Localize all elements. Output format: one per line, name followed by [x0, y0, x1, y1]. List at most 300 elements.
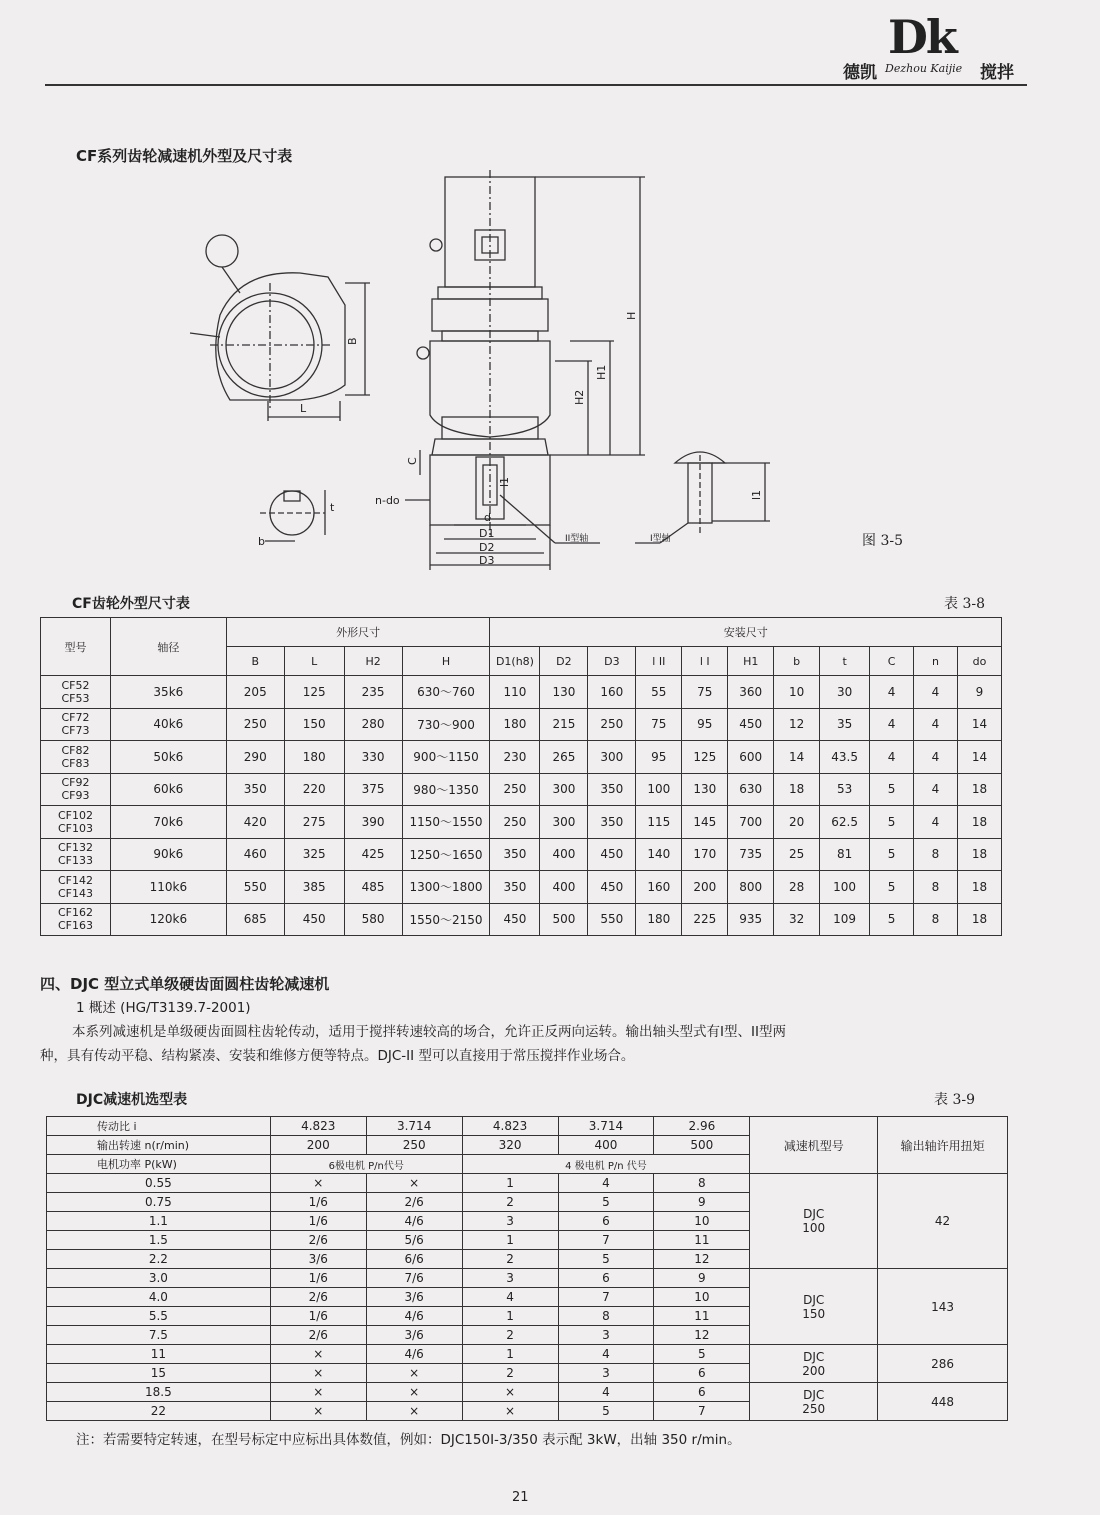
ratio-cell: 4.823 — [462, 1117, 558, 1136]
code-cell: 1/6 — [270, 1307, 366, 1326]
dimension-cell: 735 — [728, 838, 774, 871]
shaft-cell: 110k6 — [110, 871, 226, 904]
dim-label-B: B — [346, 337, 359, 345]
model-series: DJC — [803, 1387, 825, 1402]
dimension-cell: 5 — [870, 903, 914, 936]
code-cell: 4/6 — [366, 1345, 462, 1364]
dimension-cell: 300 — [588, 741, 636, 774]
model-cell — [41, 708, 111, 741]
code-cell: 10 — [654, 1212, 750, 1231]
dimension-cell: 685 — [226, 903, 284, 936]
djc-paragraph-line-1: 本系列减速机是单级硬齿面圆柱齿轮传动，适用于搅拌转速较高的场合，允许正反两向运转。输出轴头型式有I型、II型两 — [72, 1024, 786, 1040]
col-L: L — [284, 647, 344, 676]
table-row — [41, 838, 1002, 871]
dimension-cell: 140 — [636, 838, 682, 871]
dimension-cell: 400 — [540, 838, 588, 871]
dimension-cell: 375 — [344, 773, 402, 806]
col-D3: D3 — [588, 647, 636, 676]
dimension-cell: 115 — [636, 806, 682, 839]
dimension-cell: 32 — [774, 903, 820, 936]
dimension-cell: 250 — [226, 708, 284, 741]
dimension-cell: 800 — [728, 871, 774, 904]
row-ratio-label: 传动比 i — [47, 1117, 271, 1136]
dimension-cell: 420 — [226, 806, 284, 839]
dim-label-l-key: l1 — [750, 489, 763, 500]
col-H1: H1 — [728, 647, 774, 676]
torque-cell: 42 — [878, 1174, 1008, 1269]
code-cell: × — [366, 1383, 462, 1402]
shaft-II-label: II型轴 — [565, 534, 589, 544]
dimension-cell: 5 — [870, 838, 914, 871]
dimension-cell: 550 — [588, 903, 636, 936]
dimension-cell: 4 — [914, 806, 958, 839]
dimension-cell: 235 — [344, 676, 402, 709]
dimension-cell: 400 — [540, 871, 588, 904]
table-row — [41, 773, 1002, 806]
reducer-model-cell — [750, 1269, 878, 1345]
code-cell: 1 — [462, 1174, 558, 1193]
code-cell: 3 — [462, 1212, 558, 1231]
power-cell: 3.0 — [47, 1269, 271, 1288]
speed-cell: 200 — [270, 1136, 366, 1155]
power-cell: 4.0 — [47, 1288, 271, 1307]
dimension-cell: 300 — [540, 806, 588, 839]
dim-label-H1: H1 — [595, 364, 608, 380]
model-cell — [41, 741, 111, 774]
dimension-cell: 5 — [870, 806, 914, 839]
code-cell: × — [366, 1402, 462, 1421]
shaft-cell: 40k6 — [110, 708, 226, 741]
model-series: DJC — [803, 1207, 825, 1221]
table-row — [47, 1345, 1008, 1364]
dimension-cell: 4 — [870, 708, 914, 741]
cf-dimension-table — [40, 617, 1002, 936]
dimension-cell: 75 — [682, 676, 728, 709]
code-cell: × — [462, 1402, 558, 1421]
dimension-cell: 980～1350 — [402, 773, 490, 806]
code-cell: 5/6 — [366, 1231, 462, 1250]
dimension-cell: 130 — [682, 773, 728, 806]
dimension-cell: 18 — [957, 838, 1001, 871]
code-cell: × — [270, 1345, 366, 1364]
code-cell: 7 — [654, 1402, 750, 1421]
head-model: 型号 — [41, 618, 111, 676]
code-cell: 3 — [558, 1326, 654, 1345]
dimension-cell: 4 — [870, 676, 914, 709]
head-output-torque: 输出轴许用扭矩 — [878, 1117, 1008, 1174]
code-cell: 9 — [654, 1269, 750, 1288]
head-reducer-model: 减速机型号 — [750, 1117, 878, 1174]
power-cell: 15 — [47, 1364, 271, 1383]
brand-name-english: Dezhou Kaijie — [885, 62, 963, 75]
dimension-cell: 220 — [284, 773, 344, 806]
code-cell: 2 — [462, 1193, 558, 1212]
dimension-cell: 630 — [728, 773, 774, 806]
dimension-cell: 35 — [820, 708, 870, 741]
dimension-cell: 180 — [284, 741, 344, 774]
dimension-cell: 225 — [682, 903, 728, 936]
dimension-cell: 730～900 — [402, 708, 490, 741]
dimension-cell: 250 — [588, 708, 636, 741]
code-cell: 7/6 — [366, 1269, 462, 1288]
table-row — [41, 708, 1002, 741]
dimension-cell: 450 — [728, 708, 774, 741]
model-series: DJC — [803, 1292, 825, 1307]
code-cell: 12 — [654, 1250, 750, 1269]
dimension-cell: 9 — [957, 676, 1001, 709]
code-cell: 1/6 — [270, 1193, 366, 1212]
code-cell: 6 — [558, 1269, 654, 1288]
torque-cell: 143 — [878, 1269, 1008, 1345]
table-row — [41, 806, 1002, 839]
dimension-cell: 390 — [344, 806, 402, 839]
dimension-cell: 100 — [636, 773, 682, 806]
model-code: CF72 — [61, 711, 90, 725]
shaft-cell: 60k6 — [110, 773, 226, 806]
dimension-cell: 200 — [682, 871, 728, 904]
dimension-cell: 180 — [636, 903, 682, 936]
dimension-cell: 170 — [682, 838, 728, 871]
dimension-cell: 350 — [588, 773, 636, 806]
dimension-cell: 20 — [774, 806, 820, 839]
model-code: CF142 — [57, 873, 93, 887]
dimension-cell: 4 — [914, 676, 958, 709]
dim-label-C: C — [406, 457, 419, 465]
dim-label-t: t — [330, 501, 335, 514]
reducer-model-cell — [750, 1174, 878, 1269]
cf-reducer-drawing — [180, 165, 780, 580]
dimension-cell: 1300～1800 — [402, 871, 490, 904]
model-size: 150 — [802, 1306, 826, 1321]
dimension-cell: 350 — [490, 838, 540, 871]
dim-label-L: L — [300, 402, 307, 415]
model-cell — [41, 903, 111, 936]
dimension-cell: 265 — [540, 741, 588, 774]
dimension-cell: 215 — [540, 708, 588, 741]
dimension-cell: 95 — [682, 708, 728, 741]
dim-label-H: H — [625, 311, 638, 320]
code-cell: 4 — [558, 1383, 654, 1402]
model-code: CF132 — [57, 841, 93, 855]
brand-name-right: 搅拌 — [980, 63, 1014, 83]
dimension-cell: 935 — [728, 903, 774, 936]
dimension-cell: 100 — [820, 871, 870, 904]
dimension-cell: 95 — [636, 741, 682, 774]
model-code: CF93 — [61, 789, 90, 803]
model-size: 100 — [802, 1221, 826, 1235]
dimension-cell: 325 — [284, 838, 344, 871]
code-cell: 7 — [558, 1231, 654, 1250]
dimension-cell: 5 — [870, 871, 914, 904]
dim-label-D2: D2 — [479, 541, 495, 554]
dim-label-l1: l1 — [498, 476, 511, 487]
code-cell: 1/6 — [270, 1269, 366, 1288]
dimension-cell: 14 — [957, 708, 1001, 741]
model-code: CF103 — [57, 821, 93, 835]
group-6-pole: 6极电机 P/n代号 — [270, 1155, 462, 1174]
table-row — [41, 871, 1002, 904]
col-t: t — [820, 647, 870, 676]
code-cell: 2/6 — [270, 1231, 366, 1250]
code-cell: 5 — [558, 1250, 654, 1269]
code-cell: 2 — [462, 1364, 558, 1383]
dimension-cell: 230 — [490, 741, 540, 774]
dimension-cell: 30 — [820, 676, 870, 709]
table-row — [47, 1383, 1008, 1402]
dimension-cell: 125 — [284, 676, 344, 709]
code-cell: 5 — [654, 1345, 750, 1364]
power-cell: 2.2 — [47, 1250, 271, 1269]
code-cell: 4/6 — [366, 1307, 462, 1326]
table-39-title: DJC减速机选型表 — [76, 1092, 188, 1108]
dimension-cell: 14 — [957, 741, 1001, 774]
code-cell: 4/6 — [366, 1212, 462, 1231]
model-size: 200 — [802, 1363, 826, 1378]
code-cell: 6 — [558, 1212, 654, 1231]
model-series: DJC — [803, 1349, 825, 1364]
power-cell: 7.5 — [47, 1326, 271, 1345]
header-rule — [45, 84, 1027, 86]
dimension-cell: 250 — [490, 773, 540, 806]
model-code: CF82 — [61, 743, 90, 757]
col-H2: H2 — [344, 647, 402, 676]
dimension-cell: 385 — [284, 871, 344, 904]
dimension-cell: 450 — [490, 903, 540, 936]
code-cell: 10 — [654, 1288, 750, 1307]
torque-cell: 448 — [878, 1383, 1008, 1421]
dimension-cell: 4 — [870, 741, 914, 774]
dimension-cell: 350 — [226, 773, 284, 806]
col-B: B — [226, 647, 284, 676]
shaft-cell: 50k6 — [110, 741, 226, 774]
code-cell: 3/6 — [270, 1250, 366, 1269]
dimension-cell: 485 — [344, 871, 402, 904]
shaft-cell: 35k6 — [110, 676, 226, 709]
torque-cell: 286 — [878, 1345, 1008, 1383]
shaft-I-label: I型轴 — [650, 534, 671, 544]
table-39-label: 表 3-9 — [934, 1092, 975, 1108]
model-code: CF53 — [61, 691, 90, 705]
power-cell: 22 — [47, 1402, 271, 1421]
dimension-cell: 205 — [226, 676, 284, 709]
dimension-cell: 125 — [682, 741, 728, 774]
dim-label-H2: H2 — [573, 389, 586, 405]
code-cell: 2/6 — [270, 1326, 366, 1345]
dimension-cell: 1150～1550 — [402, 806, 490, 839]
dimension-cell: 18 — [957, 871, 1001, 904]
dimension-cell: 25 — [774, 838, 820, 871]
dimension-cell: 1550～2150 — [402, 903, 490, 936]
reducer-model-cell — [750, 1345, 878, 1383]
dimension-cell: 300 — [540, 773, 588, 806]
code-cell: 2/6 — [270, 1288, 366, 1307]
model-code: CF73 — [61, 724, 90, 738]
table-row — [47, 1174, 1008, 1193]
code-cell: 9 — [654, 1193, 750, 1212]
code-cell: 12 — [654, 1326, 750, 1345]
model-code: CF83 — [61, 756, 90, 770]
ratio-cell: 3.714 — [366, 1117, 462, 1136]
dimension-cell: 10 — [774, 676, 820, 709]
dimension-cell: 350 — [588, 806, 636, 839]
dimension-cell: 28 — [774, 871, 820, 904]
speed-cell: 320 — [462, 1136, 558, 1155]
dimension-cell: 290 — [226, 741, 284, 774]
table-row — [41, 676, 1002, 709]
code-cell: 7 — [558, 1288, 654, 1307]
col-D2: D2 — [540, 647, 588, 676]
dimension-cell: 630～760 — [402, 676, 490, 709]
col-lI: l I — [682, 647, 728, 676]
dimension-cell: 150 — [284, 708, 344, 741]
col-n: n — [914, 647, 958, 676]
code-cell: 3/6 — [366, 1288, 462, 1307]
code-cell: × — [366, 1364, 462, 1383]
model-cell — [41, 871, 111, 904]
power-cell: 1.1 — [47, 1212, 271, 1231]
dimension-cell: 4 — [914, 741, 958, 774]
model-code: CF102 — [57, 808, 93, 822]
col-C: C — [870, 647, 914, 676]
dimension-cell: 130 — [540, 676, 588, 709]
code-cell: 1 — [462, 1345, 558, 1364]
code-cell: 11 — [654, 1307, 750, 1326]
power-cell: 1.5 — [47, 1231, 271, 1250]
code-cell: 6 — [654, 1364, 750, 1383]
figure-caption: 图 3-5 — [862, 533, 903, 549]
col-lII: l II — [636, 647, 682, 676]
code-cell: 5 — [558, 1193, 654, 1212]
dimension-cell: 110 — [490, 676, 540, 709]
dimension-cell: 8 — [914, 903, 958, 936]
dimension-cell: 450 — [284, 903, 344, 936]
table-row — [47, 1269, 1008, 1288]
code-cell: 5 — [558, 1402, 654, 1421]
dim-label-n-do: n-do — [375, 494, 400, 507]
dimension-cell: 4 — [914, 773, 958, 806]
shaft-cell: 70k6 — [110, 806, 226, 839]
code-cell: 11 — [654, 1231, 750, 1250]
dimension-cell: 145 — [682, 806, 728, 839]
dimension-cell: 350 — [490, 871, 540, 904]
code-cell: × — [270, 1364, 366, 1383]
table-38-label: 表 3-8 — [944, 596, 985, 612]
dimension-cell: 18 — [957, 773, 1001, 806]
dimension-cell: 18 — [774, 773, 820, 806]
dimension-cell: 109 — [820, 903, 870, 936]
code-cell: 8 — [654, 1174, 750, 1193]
code-cell: 3/6 — [366, 1326, 462, 1345]
dimension-cell: 450 — [588, 871, 636, 904]
code-cell: 2 — [462, 1250, 558, 1269]
col-D1: D1(h8) — [490, 647, 540, 676]
table-row — [41, 741, 1002, 774]
djc-paragraph-line-2: 种，具有传动平稳、结构紧凑、安装和维修方便等特点。DJC-II 型可以直接用于常压搅拌作业场合。 — [40, 1048, 635, 1064]
code-cell: × — [366, 1174, 462, 1193]
dimension-cell: 275 — [284, 806, 344, 839]
code-cell: × — [270, 1174, 366, 1193]
code-cell: × — [270, 1383, 366, 1402]
col-H: H — [402, 647, 490, 676]
ratio-cell: 4.823 — [270, 1117, 366, 1136]
model-code: CF92 — [61, 776, 90, 790]
row-power-label: 电机功率 P(kW) — [47, 1155, 271, 1174]
model-size: 250 — [802, 1401, 826, 1416]
head-outline: 外形尺寸 — [226, 618, 490, 647]
table-note: 注：若需要特定转速，在型号标定中应标出具体数值，例如：DJC150I-3/350 表示配 3kW，出轴 350 r/min。 — [76, 1432, 741, 1448]
brand-logo: Dk — [888, 10, 956, 64]
dimension-cell: 550 — [226, 871, 284, 904]
table-row — [41, 903, 1002, 936]
group-4-pole: 4 极电机 P/n 代号 — [462, 1155, 750, 1174]
table-38-title: CF齿轮外型尺寸表 — [72, 596, 190, 612]
dimension-cell: 425 — [344, 838, 402, 871]
dimension-cell: 62.5 — [820, 806, 870, 839]
speed-cell: 250 — [366, 1136, 462, 1155]
dimension-cell: 330 — [344, 741, 402, 774]
dim-label-b: b — [258, 535, 265, 548]
code-cell: 8 — [558, 1307, 654, 1326]
code-cell: × — [270, 1402, 366, 1421]
dimension-cell: 600 — [728, 741, 774, 774]
page-number: 21 — [512, 1490, 529, 1505]
dimension-cell: 1250～1650 — [402, 838, 490, 871]
power-cell: 18.5 — [47, 1383, 271, 1402]
dimension-cell: 280 — [344, 708, 402, 741]
dimension-cell: 12 — [774, 708, 820, 741]
code-cell: 1 — [462, 1307, 558, 1326]
code-cell: 2/6 — [366, 1193, 462, 1212]
code-cell: 1 — [462, 1231, 558, 1250]
dimension-cell: 450 — [588, 838, 636, 871]
dimension-cell: 360 — [728, 676, 774, 709]
power-cell: 5.5 — [47, 1307, 271, 1326]
head-shaft: 轴径 — [110, 618, 226, 676]
code-cell: 1/6 — [270, 1212, 366, 1231]
model-cell — [41, 773, 111, 806]
model-cell — [41, 838, 111, 871]
djc-selection-table — [46, 1116, 1008, 1421]
code-cell: 6 — [654, 1383, 750, 1402]
shaft-cell: 120k6 — [110, 903, 226, 936]
dimension-cell: 14 — [774, 741, 820, 774]
ratio-cell: 2.96 — [654, 1117, 750, 1136]
dimension-cell: 53 — [820, 773, 870, 806]
dimension-cell: 500 — [540, 903, 588, 936]
dimension-cell: 180 — [490, 708, 540, 741]
dimension-cell: 900～1150 — [402, 741, 490, 774]
cf-section-title: CF系列齿轮减速机外型及尺寸表 — [76, 147, 293, 165]
speed-cell: 500 — [654, 1136, 750, 1155]
code-cell: 2 — [462, 1326, 558, 1345]
row-speed-label: 输出转速 n(r/min) — [47, 1136, 271, 1155]
ratio-cell: 3.714 — [558, 1117, 654, 1136]
model-cell — [41, 676, 111, 709]
dimension-cell: 5 — [870, 773, 914, 806]
model-code: CF143 — [57, 886, 93, 900]
power-cell: 0.75 — [47, 1193, 271, 1212]
model-code: CF162 — [57, 906, 93, 920]
dim-label-D3: D3 — [479, 554, 495, 567]
power-cell: 0.55 — [47, 1174, 271, 1193]
speed-cell: 400 — [558, 1136, 654, 1155]
dimension-cell: 250 — [490, 806, 540, 839]
dimension-cell: 580 — [344, 903, 402, 936]
djc-section-heading: 四、DJC 型立式单级硬齿面圆柱齿轮减速机 — [40, 975, 330, 993]
dimension-cell: 18 — [957, 806, 1001, 839]
dimension-cell: 160 — [636, 871, 682, 904]
model-code: CF52 — [61, 678, 90, 692]
